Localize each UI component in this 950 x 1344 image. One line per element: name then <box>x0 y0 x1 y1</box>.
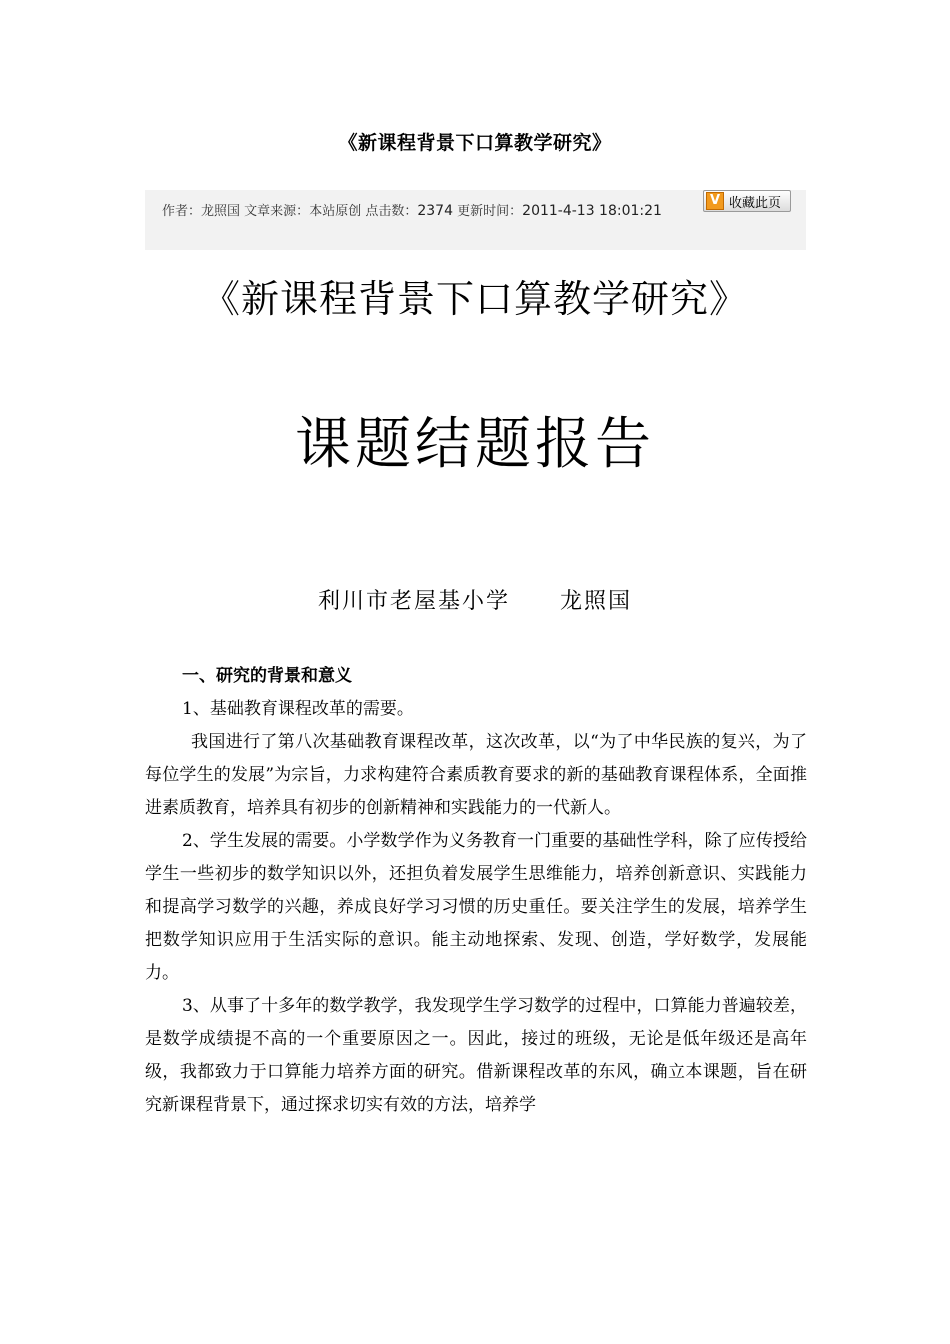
author-line <box>0 584 950 615</box>
document-subtitle: 课题结题报告 <box>295 412 655 477</box>
article-title: 《新课程背景下口算教学研究》 <box>338 132 612 154</box>
updated-value: 2011-4-13 18:01:21 <box>522 203 662 219</box>
updated-label: 更新时间： <box>457 204 523 219</box>
author-name: 龙照国 <box>560 589 633 614</box>
document-main-title: 《新课程背景下口算教学研究》 <box>201 277 748 321</box>
source-label: 文章来源： <box>244 204 310 219</box>
paragraph: 2、学生发展的需要。小学数学作为义务教育一门重要的基础性学科，除了应传授给学生一些初步的数学知识以外，还担负着发展学生思维能力，培养创新意识、实践能力和提高学习数学的兴趣，养成良好学习习惯的历史重任。要关注学生的发展，培养学生把数学知识应用于生活实际的意识。能主动地探索、发现、创造，学好数学，发展能力。 <box>145 831 807 983</box>
bookmark-button-label: 收藏此页 <box>729 195 782 211</box>
school-name: 利川市老屋基小学 <box>317 589 510 614</box>
clicks-value: 2374 <box>417 203 453 219</box>
section-heading: 一、研究的背景和意义 <box>182 666 352 686</box>
clicks-label: 点击数： <box>365 204 418 219</box>
document-body <box>145 660 807 1122</box>
paragraph: 我国进行了第八次基础教育课程改革，这次改革，以“为了中华民族的复兴，为了每位学生的发展”为宗旨，力求构建符合素质教育要求的新的基础教育课程体系，全面推进素质教育，培养具有初步的创新精神和实践能力的一代新人。 <box>145 732 807 818</box>
paragraph: 3、从事了十多年的数学教学，我发现学生学习数学的过程中，口算能力普遍较差，是数学成绩提不高的一个重要原因之一。因此，接过的班级，无论是低年级还是高年级，我都致力于口算能力培养方面的研究。借新课程改革的东风，确立本课题，旨在研究新课程背景下，通过探求切实有效的方法，培养学 <box>145 996 807 1115</box>
article-meta-bar <box>145 190 806 250</box>
source-value: 本站原创 <box>309 204 362 219</box>
bookmark-page-button[interactable] <box>703 190 791 212</box>
author-label: 作者： <box>162 204 202 219</box>
author-value: 龙照国 <box>201 204 241 219</box>
article-meta <box>162 200 662 219</box>
bookmark-icon: V <box>706 192 724 210</box>
item-heading: 1、基础教育课程改革的需要。 <box>182 699 414 719</box>
